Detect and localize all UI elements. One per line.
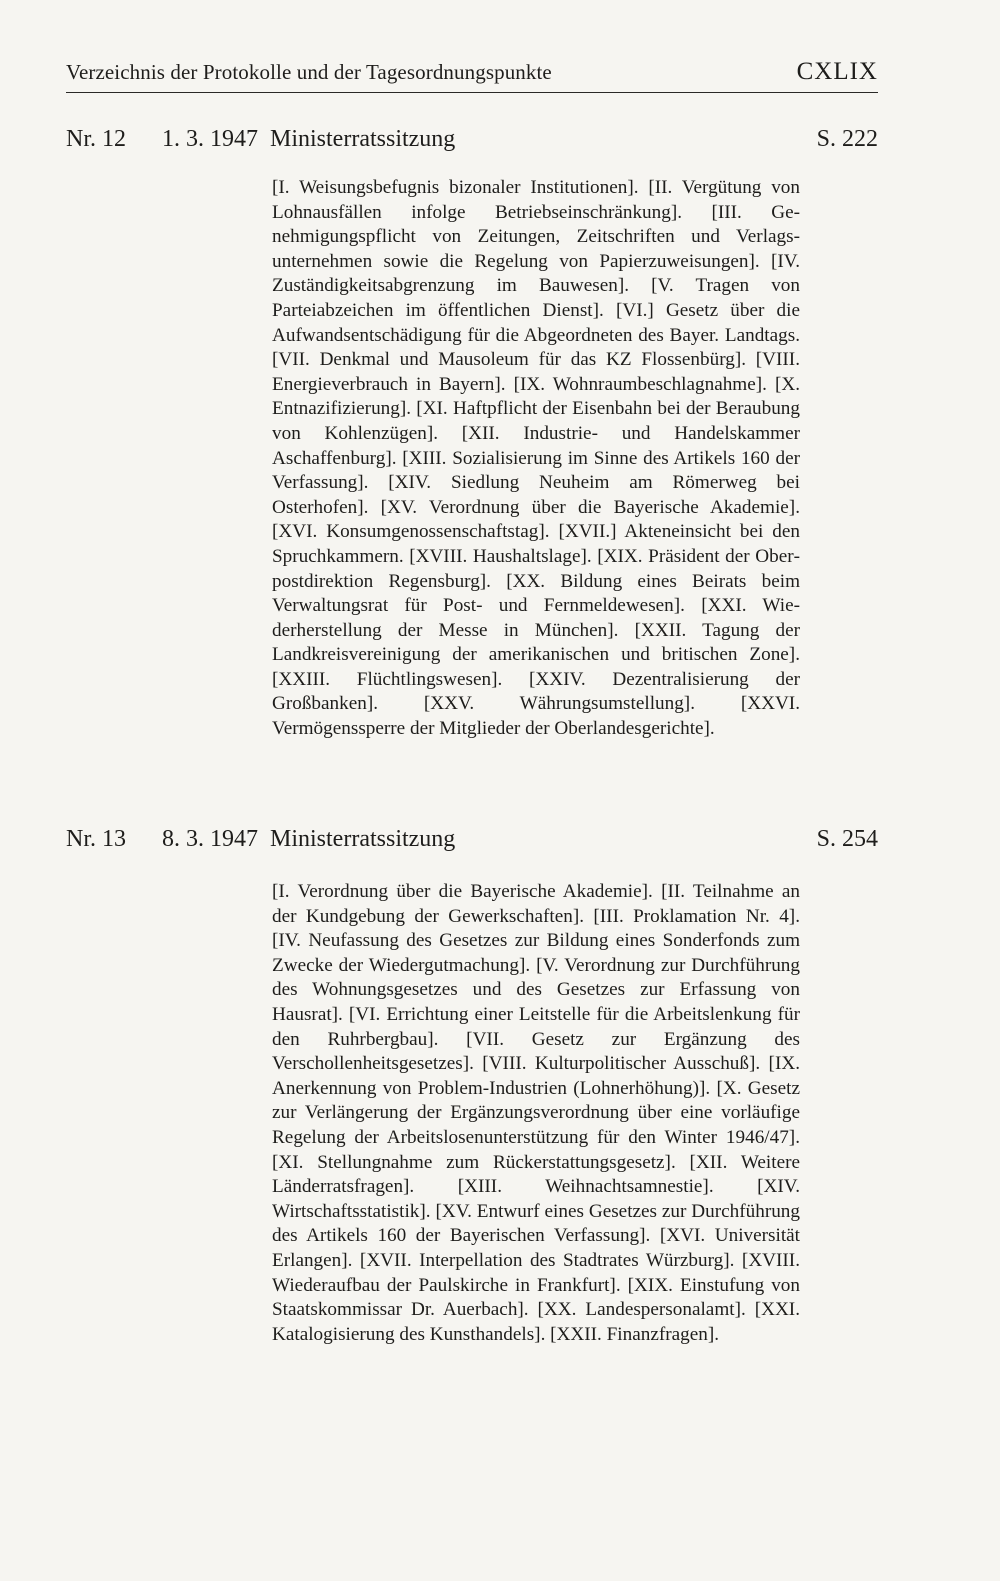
running-head [66,58,878,93]
protocol-entry-13 [66,826,878,1345]
entry-number: Nr. 12 [66,126,126,152]
agenda-items-text: [I. Verordnung über die Bayerische Akademie]. [II. Teilnahme an der Kundgebung der Gewerkschaften]. [III. Proklamation Nr. 4]. [IV. Neufassung des Gesetzes zur Bildung eines Sonderfonds zum Zwecke der Wiedergutmachung]. [V. Verordnung zur Durchführung des Wohnungsgesetzes und des Gesetzes zur Erfassung von Hausrat]. [VI. Errichtung einer Leitstelle für die Arbeitslenkung für den Ruhrbergbau]. [VII. Gesetz zur Ergänzung des Verschollenheitsgesetzes]. [VIII. Kulturpolitischer Ausschuß]. [IX. Anerkennung von Problem-Industrien (Lohnerhöhung)]. [X. Gesetz zur Verlängerung der Ergänzungsverordnung über eine vorläufige Regelung der Arbeitslosenunterstützung für den Winter 1946/47]. [XI. Stellungnahme zum Rückerstattungsgesetz]. [XII. Weitere Länderratsfragen]. [XIII. Weihnachtsamnestie]. [XIV. Wirtschaftsstatistik]. [XV. Entwurf eines Gesetzes zur Durchführung des Artikels 160 der Bayerischen Verfassung]. [XVI. Universität Erlangen]. [XVII. Interpellation des Stadtrates Würzburg]. [XVIII. Wiederaufbau der Paulskirche in Frankfurt]. [XIX. Einstufung von Staatskommissar Dr. Auerbach]. [XX. Landespersonalamt]. [XXI. Katalogisierung des Kunsthandels]. [XXII. Finanzfragen]. [272,881,800,1345]
entry-heading [66,126,878,160]
entry-type: Ministerratssitzung [270,826,456,852]
page-number: CXLIX [796,58,878,85]
agenda-items-text: [I. Weisungsbefugnis bizonaler Institutionen]. [II. Vergütung von Lohnausfällen infolge Betriebseinschränkung]. [III. Genehmigungspflicht von Zeitungen, Zeitschriften und Verlagsunternehmen sowie die Regelung von Papierzuweisungen]. [IV. Zuständigkeitsabgrenzung im Bauwesen]. [V. Tragen von Parteiabzeichen im öffentlichen Dienst]. [VI.] Gesetz über die Aufwandsentschädigung für die Abgeordneten des Bayer. Landtags. [VII. Denkmal und Mausoleum für das KZ Flossenbürg]. [VIII. Energieverbrauch in Bayern]. [IX. Wohnraumbeschlagnahme]. [X. Entnazifizierung]. [XI. Haftpflicht der Eisenbahn bei der Beraubung von Kohlenzügen]. [XII. Industrie- und Handelskammer Aschaffenburg]. [XIII. Sozialisierung im Sinne des Artikels 160 der Verfassung]. [XIV. Siedlung Neuheim am Römerweg bei Osterhofen]. [XV. Verordnung über die Bayerische Akademie]. [XVI. Konsumgenossenschaftstag]. [XVII.] Akteneinsicht bei den Spruchkammern. [XVIII. Haushaltslage]. [XIX. Präsident der Oberpostdirektion Regensburg]. [XX. Bildung eines Beirats beim Verwaltungsrat für Post- und Fernmeldewesen]. [XXI. Wiederherstellung der Messe in München]. [XXII. Tagung der Landkreisvereinigung der amerikanischen und britischen Zone]. [XXIII. Flüchtlingswesen]. [XXIV. Dezentralisierung der Großbanken]. [XXV. Währungsumstellung]. [XXVI. Vermögenssperre der Mitglieder der Oberlandesgerichte]. [272,177,800,740]
protocol-entry-12 [66,126,878,740]
entry-page-reference: S. 222 [816,126,878,152]
entry-number: Nr. 13 [66,826,126,852]
entry-type: Ministerratssitzung [270,126,456,152]
entry-date: 8. 3. 1947 [162,826,258,852]
entry-date: 1. 3. 1947 [162,126,258,152]
running-head-title: Verzeichnis der Protokolle und der Tagesordnungspunkte [66,60,552,84]
entry-heading [66,826,878,860]
entry-page-reference: S. 254 [816,826,878,852]
